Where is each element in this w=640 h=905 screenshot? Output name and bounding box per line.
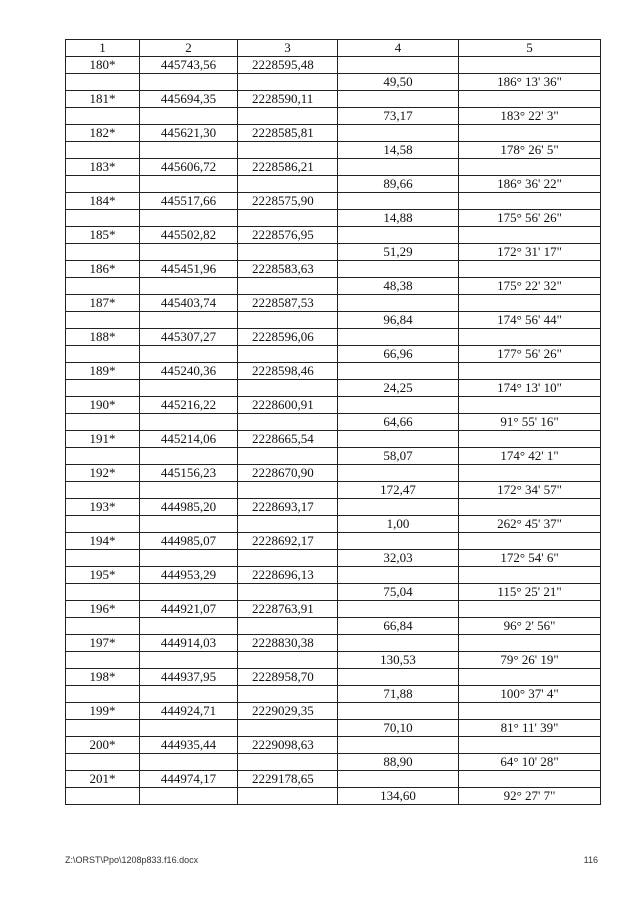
point-number-cell: 199*	[66, 703, 140, 720]
distance-cell	[338, 737, 459, 754]
distance-cell	[338, 601, 459, 618]
point-number-cell	[66, 754, 140, 771]
distance-cell: 73,17	[338, 108, 459, 125]
bearing-cell	[459, 125, 601, 142]
x-coordinate-cell	[140, 278, 238, 295]
x-coordinate-cell	[140, 176, 238, 193]
table-row	[66, 193, 601, 210]
point-number-cell	[66, 278, 140, 295]
y-coordinate-cell	[238, 74, 338, 91]
bearing-cell	[459, 669, 601, 686]
x-coordinate-cell	[140, 108, 238, 125]
bearing-cell	[459, 159, 601, 176]
bearing-cell: 81° 11' 39"	[459, 720, 601, 737]
table-row	[66, 516, 601, 533]
y-coordinate-cell	[238, 346, 338, 363]
table-row	[66, 771, 601, 788]
y-coordinate-cell: 2228587,53	[238, 295, 338, 312]
x-coordinate-cell	[140, 210, 238, 227]
bearing-cell: 178° 26' 5"	[459, 142, 601, 159]
table-row	[66, 227, 601, 244]
y-coordinate-cell	[238, 516, 338, 533]
y-coordinate-cell: 2228575,90	[238, 193, 338, 210]
bearing-cell: 262° 45' 37"	[459, 516, 601, 533]
x-coordinate-cell	[140, 754, 238, 771]
distance-cell	[338, 261, 459, 278]
point-number-cell	[66, 244, 140, 261]
x-coordinate-cell	[140, 652, 238, 669]
table-row	[66, 380, 601, 397]
y-coordinate-cell: 2229098,63	[238, 737, 338, 754]
x-coordinate-cell	[140, 142, 238, 159]
table-row	[66, 295, 601, 312]
point-number-cell	[66, 550, 140, 567]
distance-cell	[338, 635, 459, 652]
point-number-cell: 200*	[66, 737, 140, 754]
bearing-cell: 172° 54' 6"	[459, 550, 601, 567]
x-coordinate-cell: 445743,56	[140, 57, 238, 74]
point-number-cell: 188*	[66, 329, 140, 346]
distance-cell: 66,84	[338, 618, 459, 635]
distance-cell: 89,66	[338, 176, 459, 193]
bearing-cell: 64° 10' 28"	[459, 754, 601, 771]
point-number-cell: 192*	[66, 465, 140, 482]
y-coordinate-cell	[238, 244, 338, 261]
bearing-cell: 174° 42' 1"	[459, 448, 601, 465]
bearing-cell	[459, 465, 601, 482]
distance-cell	[338, 227, 459, 244]
bearing-cell	[459, 227, 601, 244]
table-row	[66, 686, 601, 703]
table-row	[66, 244, 601, 261]
x-coordinate-cell: 444914,03	[140, 635, 238, 652]
point-number-cell: 193*	[66, 499, 140, 516]
distance-cell	[338, 465, 459, 482]
point-number-cell: 184*	[66, 193, 140, 210]
table-row	[66, 754, 601, 771]
table-body	[66, 57, 601, 805]
column-header: 5	[459, 40, 601, 57]
x-coordinate-cell	[140, 788, 238, 805]
point-number-cell: 198*	[66, 669, 140, 686]
bearing-cell: 172° 34' 57"	[459, 482, 601, 499]
distance-cell	[338, 703, 459, 720]
y-coordinate-cell: 2228590,11	[238, 91, 338, 108]
bearing-cell: 175° 56' 26"	[459, 210, 601, 227]
bearing-cell	[459, 703, 601, 720]
x-coordinate-cell: 444935,44	[140, 737, 238, 754]
y-coordinate-cell	[238, 754, 338, 771]
distance-cell: 48,38	[338, 278, 459, 295]
distance-cell: 66,96	[338, 346, 459, 363]
bearing-cell: 174° 56' 44"	[459, 312, 601, 329]
bearing-cell: 100° 37' 4"	[459, 686, 601, 703]
y-coordinate-cell: 2228958,70	[238, 669, 338, 686]
table-row	[66, 312, 601, 329]
x-coordinate-cell	[140, 550, 238, 567]
bearing-cell: 92° 27' 7"	[459, 788, 601, 805]
distance-cell: 49,50	[338, 74, 459, 91]
bearing-cell	[459, 193, 601, 210]
point-number-cell	[66, 176, 140, 193]
bearing-cell: 186° 13' 36"	[459, 74, 601, 91]
distance-cell: 51,29	[338, 244, 459, 261]
y-coordinate-cell: 2228696,13	[238, 567, 338, 584]
y-coordinate-cell: 2229029,35	[238, 703, 338, 720]
point-number-cell: 180*	[66, 57, 140, 74]
distance-cell	[338, 771, 459, 788]
y-coordinate-cell: 2228596,06	[238, 329, 338, 346]
y-coordinate-cell: 2228665,54	[238, 431, 338, 448]
table-row	[66, 584, 601, 601]
table-row	[66, 533, 601, 550]
y-coordinate-cell	[238, 482, 338, 499]
y-coordinate-cell	[238, 312, 338, 329]
y-coordinate-cell	[238, 652, 338, 669]
bearing-cell: 79° 26' 19"	[459, 652, 601, 669]
table-row	[66, 448, 601, 465]
distance-cell: 14,88	[338, 210, 459, 227]
distance-cell: 75,04	[338, 584, 459, 601]
x-coordinate-cell: 445517,66	[140, 193, 238, 210]
distance-cell	[338, 567, 459, 584]
y-coordinate-cell	[238, 584, 338, 601]
column-header: 2	[140, 40, 238, 57]
distance-cell	[338, 125, 459, 142]
coordinates-table	[65, 39, 601, 805]
table-row	[66, 346, 601, 363]
distance-cell	[338, 295, 459, 312]
bearing-cell	[459, 499, 601, 516]
point-number-cell	[66, 414, 140, 431]
bearing-cell	[459, 771, 601, 788]
table-row	[66, 601, 601, 618]
bearing-cell	[459, 737, 601, 754]
point-number-cell: 197*	[66, 635, 140, 652]
table-row	[66, 142, 601, 159]
point-number-cell	[66, 312, 140, 329]
x-coordinate-cell: 445403,74	[140, 295, 238, 312]
y-coordinate-cell: 2228830,38	[238, 635, 338, 652]
footer-file-path: Z:\ORST\Ppo\1208p833.f16.docx	[65, 855, 199, 865]
x-coordinate-cell	[140, 516, 238, 533]
x-coordinate-cell	[140, 74, 238, 91]
x-coordinate-cell	[140, 448, 238, 465]
point-number-cell	[66, 380, 140, 397]
table-row	[66, 618, 601, 635]
x-coordinate-cell: 445156,23	[140, 465, 238, 482]
distance-cell	[338, 669, 459, 686]
distance-cell: 32,03	[338, 550, 459, 567]
distance-cell: 71,88	[338, 686, 459, 703]
column-header: 4	[338, 40, 459, 57]
x-coordinate-cell: 444985,20	[140, 499, 238, 516]
y-coordinate-cell: 2228600,91	[238, 397, 338, 414]
table-row	[66, 431, 601, 448]
distance-cell: 70,10	[338, 720, 459, 737]
distance-cell	[338, 57, 459, 74]
table-row	[66, 363, 601, 380]
y-coordinate-cell: 2228583,63	[238, 261, 338, 278]
bearing-cell: 186° 36' 22"	[459, 176, 601, 193]
distance-cell: 96,84	[338, 312, 459, 329]
bearing-cell	[459, 431, 601, 448]
distance-cell	[338, 193, 459, 210]
table-row	[66, 703, 601, 720]
y-coordinate-cell: 2228595,48	[238, 57, 338, 74]
bearing-cell: 96° 2' 56"	[459, 618, 601, 635]
point-number-cell: 185*	[66, 227, 140, 244]
point-number-cell: 201*	[66, 771, 140, 788]
distance-cell: 88,90	[338, 754, 459, 771]
y-coordinate-cell	[238, 788, 338, 805]
x-coordinate-cell: 444924,71	[140, 703, 238, 720]
point-number-cell	[66, 74, 140, 91]
bearing-cell	[459, 601, 601, 618]
bearing-cell	[459, 295, 601, 312]
y-coordinate-cell	[238, 686, 338, 703]
distance-cell	[338, 159, 459, 176]
bearing-cell	[459, 635, 601, 652]
y-coordinate-cell	[238, 210, 338, 227]
x-coordinate-cell: 445451,96	[140, 261, 238, 278]
table-row	[66, 788, 601, 805]
point-number-cell	[66, 618, 140, 635]
x-coordinate-cell	[140, 618, 238, 635]
table-row	[66, 210, 601, 227]
x-coordinate-cell: 444953,29	[140, 567, 238, 584]
y-coordinate-cell	[238, 618, 338, 635]
table-row	[66, 669, 601, 686]
point-number-cell: 186*	[66, 261, 140, 278]
x-coordinate-cell: 445240,36	[140, 363, 238, 380]
distance-cell	[338, 431, 459, 448]
table-row	[66, 720, 601, 737]
point-number-cell: 183*	[66, 159, 140, 176]
point-number-cell	[66, 142, 140, 159]
bearing-cell	[459, 261, 601, 278]
point-number-cell: 195*	[66, 567, 140, 584]
column-header: 3	[238, 40, 338, 57]
y-coordinate-cell	[238, 414, 338, 431]
point-number-cell	[66, 516, 140, 533]
y-coordinate-cell	[238, 142, 338, 159]
point-number-cell: 194*	[66, 533, 140, 550]
distance-cell: 1,00	[338, 516, 459, 533]
point-number-cell	[66, 686, 140, 703]
bearing-cell	[459, 533, 601, 550]
table-row	[66, 261, 601, 278]
x-coordinate-cell: 444974,17	[140, 771, 238, 788]
distance-cell: 58,07	[338, 448, 459, 465]
table-row	[66, 482, 601, 499]
point-number-cell	[66, 720, 140, 737]
table-row	[66, 635, 601, 652]
table-row	[66, 108, 601, 125]
table-header-row	[66, 40, 601, 57]
x-coordinate-cell	[140, 686, 238, 703]
distance-cell: 134,60	[338, 788, 459, 805]
table-row	[66, 397, 601, 414]
y-coordinate-cell: 2228692,17	[238, 533, 338, 550]
bearing-cell	[459, 91, 601, 108]
y-coordinate-cell	[238, 550, 338, 567]
y-coordinate-cell: 2228693,17	[238, 499, 338, 516]
y-coordinate-cell	[238, 448, 338, 465]
distance-cell: 172,47	[338, 482, 459, 499]
x-coordinate-cell	[140, 346, 238, 363]
point-number-cell: 187*	[66, 295, 140, 312]
y-coordinate-cell	[238, 176, 338, 193]
y-coordinate-cell: 2229178,65	[238, 771, 338, 788]
y-coordinate-cell: 2228586,21	[238, 159, 338, 176]
bearing-cell: 91° 55' 16"	[459, 414, 601, 431]
y-coordinate-cell	[238, 278, 338, 295]
table-row	[66, 499, 601, 516]
column-header: 1	[66, 40, 140, 57]
point-number-cell	[66, 108, 140, 125]
x-coordinate-cell: 445216,22	[140, 397, 238, 414]
table-row	[66, 278, 601, 295]
table-row	[66, 176, 601, 193]
table-row	[66, 125, 601, 142]
bearing-cell	[459, 57, 601, 74]
bearing-cell: 183° 22' 3"	[459, 108, 601, 125]
x-coordinate-cell: 445502,82	[140, 227, 238, 244]
x-coordinate-cell	[140, 312, 238, 329]
table-row	[66, 414, 601, 431]
bearing-cell: 175° 22' 32"	[459, 278, 601, 295]
x-coordinate-cell	[140, 720, 238, 737]
table-row	[66, 550, 601, 567]
bearing-cell: 172° 31' 17"	[459, 244, 601, 261]
y-coordinate-cell: 2228576,95	[238, 227, 338, 244]
y-coordinate-cell	[238, 720, 338, 737]
bearing-cell	[459, 329, 601, 346]
bearing-cell	[459, 363, 601, 380]
table-row	[66, 74, 601, 91]
point-number-cell	[66, 448, 140, 465]
x-coordinate-cell: 444921,07	[140, 601, 238, 618]
x-coordinate-cell: 445307,27	[140, 329, 238, 346]
x-coordinate-cell	[140, 414, 238, 431]
table-row	[66, 652, 601, 669]
y-coordinate-cell: 2228598,46	[238, 363, 338, 380]
x-coordinate-cell	[140, 482, 238, 499]
x-coordinate-cell	[140, 584, 238, 601]
point-number-cell: 190*	[66, 397, 140, 414]
x-coordinate-cell	[140, 244, 238, 261]
x-coordinate-cell	[140, 380, 238, 397]
distance-cell	[338, 397, 459, 414]
y-coordinate-cell: 2228670,90	[238, 465, 338, 482]
x-coordinate-cell: 444985,07	[140, 533, 238, 550]
bearing-cell: 174° 13' 10"	[459, 380, 601, 397]
y-coordinate-cell: 2228585,81	[238, 125, 338, 142]
point-number-cell	[66, 210, 140, 227]
x-coordinate-cell: 445606,72	[140, 159, 238, 176]
point-number-cell: 191*	[66, 431, 140, 448]
point-number-cell	[66, 346, 140, 363]
distance-cell	[338, 363, 459, 380]
bearing-cell: 177° 56' 26"	[459, 346, 601, 363]
distance-cell: 130,53	[338, 652, 459, 669]
distance-cell	[338, 533, 459, 550]
bearing-cell	[459, 567, 601, 584]
distance-cell	[338, 329, 459, 346]
x-coordinate-cell: 444937,95	[140, 669, 238, 686]
distance-cell: 24,25	[338, 380, 459, 397]
bearing-cell: 115° 25' 21"	[459, 584, 601, 601]
y-coordinate-cell: 2228763,91	[238, 601, 338, 618]
table-row	[66, 91, 601, 108]
point-number-cell: 189*	[66, 363, 140, 380]
table-row	[66, 567, 601, 584]
point-number-cell: 182*	[66, 125, 140, 142]
distance-cell	[338, 91, 459, 108]
table-row	[66, 57, 601, 74]
point-number-cell	[66, 482, 140, 499]
distance-cell: 14,58	[338, 142, 459, 159]
x-coordinate-cell: 445694,35	[140, 91, 238, 108]
point-number-cell	[66, 584, 140, 601]
table-row	[66, 159, 601, 176]
footer-page-number: 116	[583, 855, 598, 865]
point-number-cell: 181*	[66, 91, 140, 108]
x-coordinate-cell: 445621,30	[140, 125, 238, 142]
table-row	[66, 329, 601, 346]
distance-cell	[338, 499, 459, 516]
point-number-cell	[66, 652, 140, 669]
y-coordinate-cell	[238, 108, 338, 125]
distance-cell: 64,66	[338, 414, 459, 431]
table-row	[66, 737, 601, 754]
x-coordinate-cell: 445214,06	[140, 431, 238, 448]
bearing-cell	[459, 397, 601, 414]
table-row	[66, 465, 601, 482]
point-number-cell	[66, 788, 140, 805]
point-number-cell: 196*	[66, 601, 140, 618]
y-coordinate-cell	[238, 380, 338, 397]
